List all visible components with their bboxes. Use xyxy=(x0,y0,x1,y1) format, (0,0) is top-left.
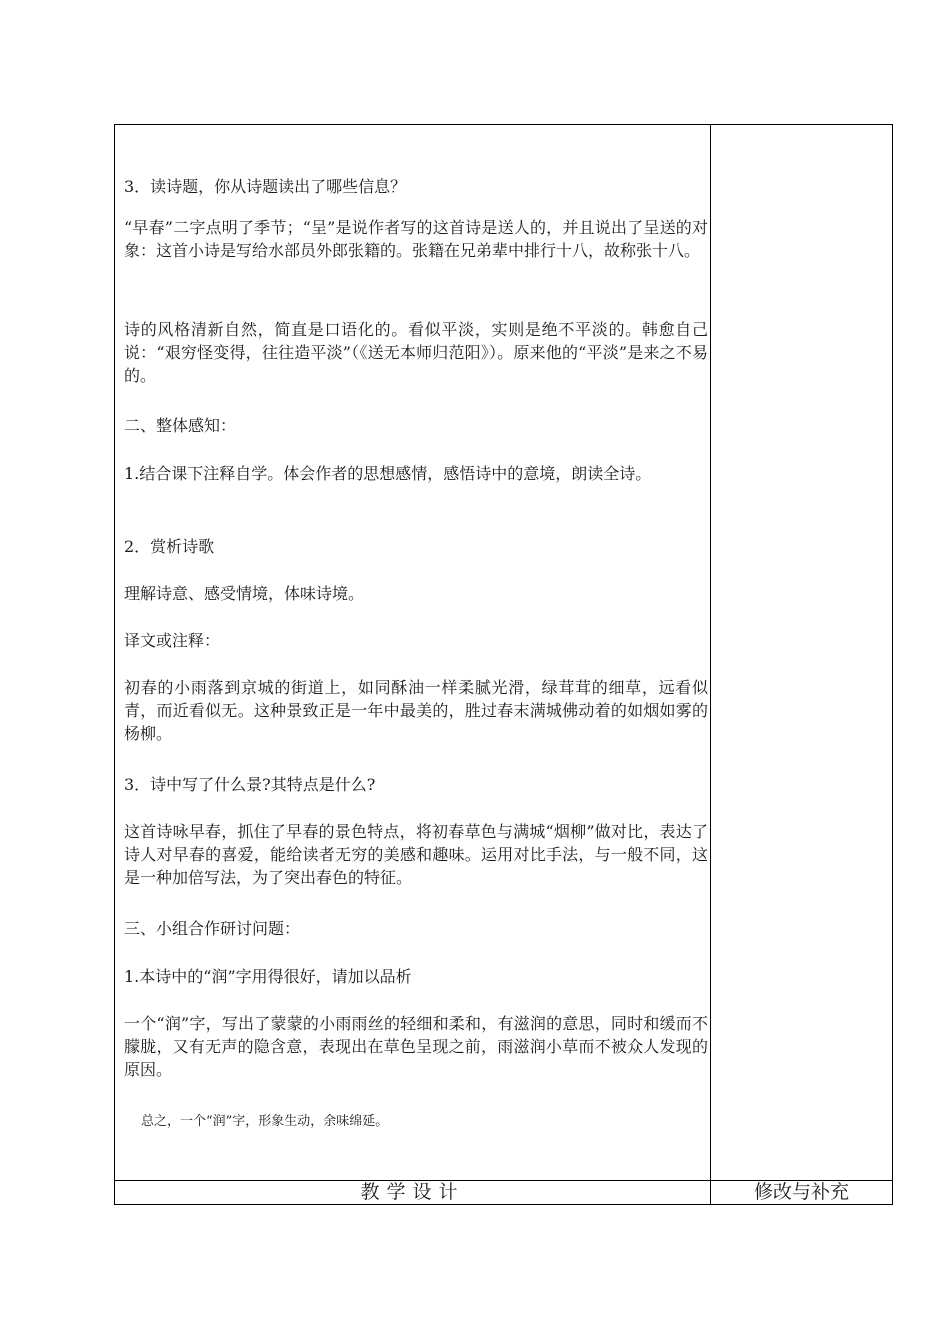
section-heading: 三、小组合作研讨问题： xyxy=(124,919,301,938)
question-heading: 3．诗中写了什么景?其特点是什么? xyxy=(124,775,376,794)
revision-notes-cell xyxy=(711,125,892,1180)
question-heading: 3．读诗题，你从诗题读出了哪些信息？ xyxy=(124,177,407,196)
content-paragraph: 1.结合课下注释自学。体会作者的思想感情，感悟诗中的意境，朗读全诗。 xyxy=(124,464,652,483)
translation-paragraph: 初春的小雨落到京城的街道上，如同酥油一样柔腻光滑，绿茸茸的细草，远看似青，而近看似无。这种景致正是一年中最美的，胜过春末满城佛动着的如烟如雾的杨柳。 xyxy=(124,678,708,743)
content-paragraph: “早春”二字点明了季节；“呈”是说作者写的这首诗是送人的，并且说出了呈送的对象：这首小诗是写给水部员外郎张籍的。张籍在兄弟辈中排行十八，故称张十八。 xyxy=(124,218,708,260)
content-paragraph: 一个“润”字，写出了蒙蒙的小雨雨丝的轻细和柔和，有滋润的意思，同时和缓而不朦胧，又有无声的隐含意，表现出在草色呈现之前，雨滋润小草而不被众人发现的原因。 xyxy=(124,1014,708,1079)
content-paragraph: 译文或注释： xyxy=(124,631,221,650)
teaching-content-cell xyxy=(115,125,711,1180)
content-paragraph: 这首诗咏早春，抓住了早春的景色特点，将初春草色与满城“烟柳”做对比，表达了诗人对早春的喜爱，能给读者无穷的美感和趣味。运用对比手法，与一般不同，这是一种加倍写法，为了突出春色的特征。 xyxy=(124,822,708,887)
section-heading: 二、整体感知： xyxy=(124,416,237,435)
summary-note: 总之，一个“润”字，形象生动，余味绵延。 xyxy=(141,1114,389,1129)
content-paragraph: 理解诗意、感受情境，体味诗境。 xyxy=(124,584,365,603)
question-heading: 2．赏析诗歌 xyxy=(124,537,215,556)
teaching-design-label: 教学设计 xyxy=(115,1181,711,1205)
revision-label: 修改与补充 xyxy=(753,1181,849,1203)
question-heading: 1.本诗中的“润”字用得很好，请加以品析 xyxy=(124,967,412,986)
table-footer-row xyxy=(115,1180,892,1204)
content-paragraph: 诗的风格清新自然，简直是口语化的。看似平淡，实则是绝不平淡的。韩愈自己说：“艰穷怪变得，往往造平淡”（《送无本师归范阳》）。原来他的“平淡”是来之不易的。 xyxy=(124,320,708,385)
lesson-plan-table xyxy=(114,124,893,1205)
